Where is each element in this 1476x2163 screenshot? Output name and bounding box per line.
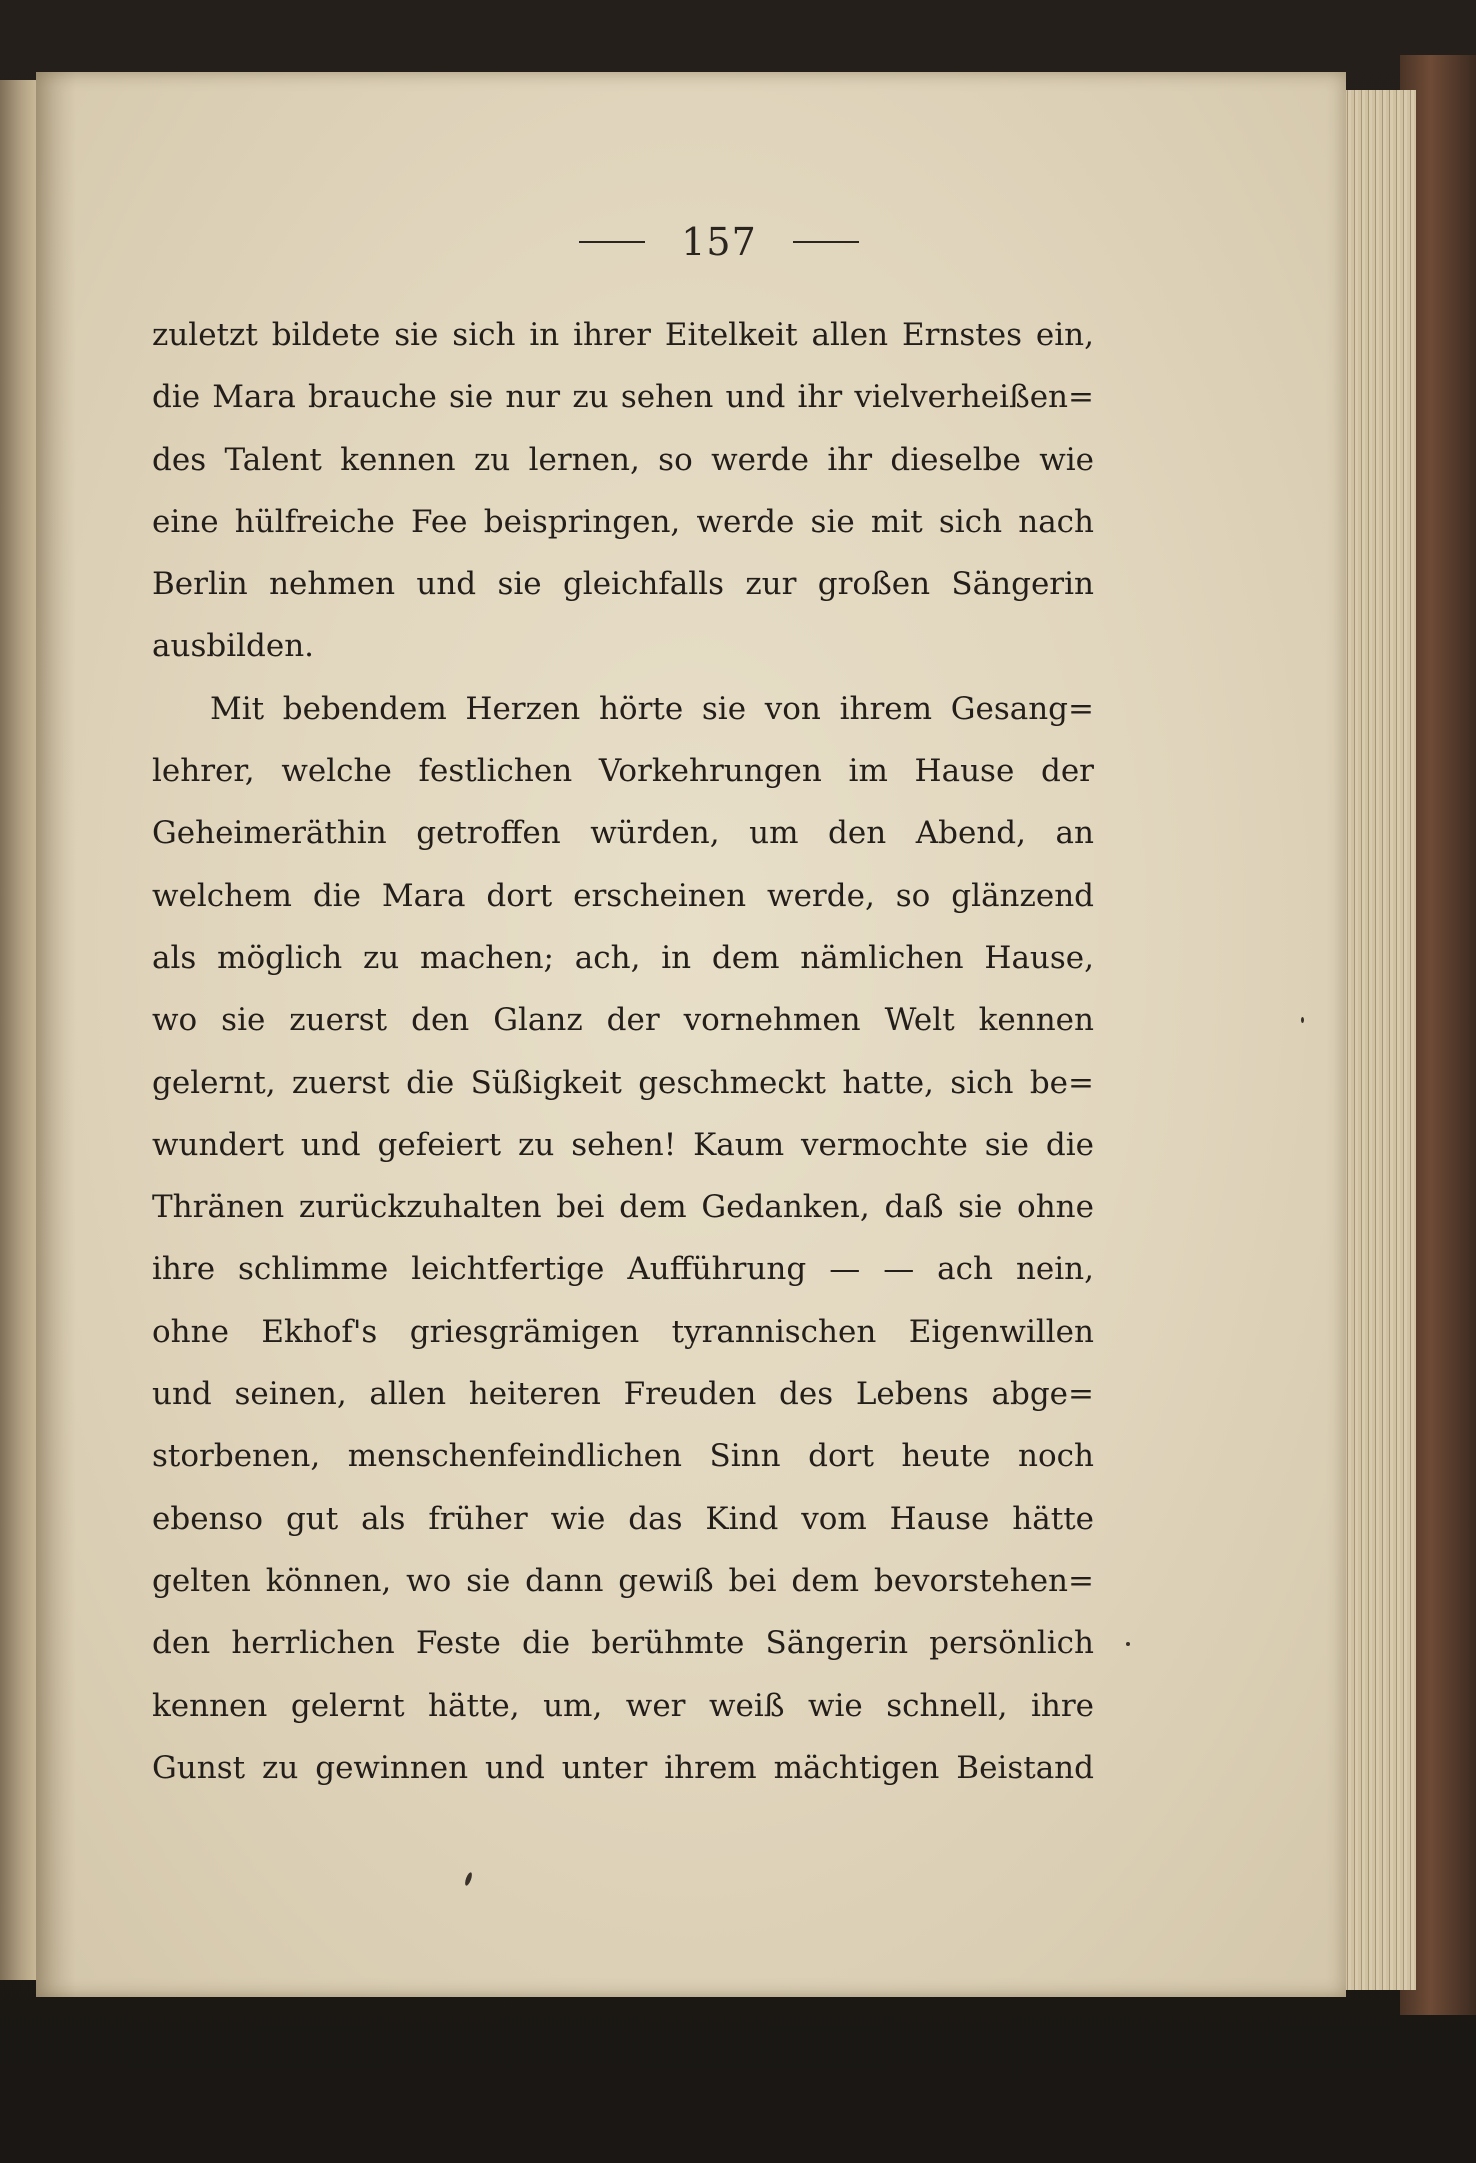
text-line: ihre schlimme leichtfertige Aufführung — — ach nein, — [152, 1251, 1094, 1288]
text-line: Mit bebendem Herzen hörte sie von ihrem Gesang= — [210, 690, 1094, 727]
text-line: ebenso gut als früher wie das Kind vom Hause hätte — [152, 1500, 1094, 1537]
left-page-edge — [0, 80, 38, 1980]
text-line: die Mara brauche sie nur zu sehen und ihr vielverheißen= — [152, 379, 1094, 416]
text-line: zuletzt bildete sie sich in ihrer Eitelkeit allen Ernstes ein, — [152, 317, 1094, 353]
ink-speck — [1301, 1017, 1304, 1023]
text-line: ohne Ekhof's griesgrämigen tyrannischen Eigenwillen — [152, 1313, 1094, 1350]
text-line: eine hülfreiche Fee beispringen, werde sie mit sich nach — [152, 503, 1094, 540]
text-line: gelernt, zuerst die Süßigkeit geschmeckt hatte, sich be= — [152, 1064, 1094, 1101]
text-line: wo sie zuerst den Glanz der vornehmen Welt kennen — [152, 1002, 1094, 1039]
page-header — [36, 212, 1346, 272]
text-line: Geheimeräthin getroffen würden, um den Abend, an — [152, 815, 1094, 852]
text-line: welchem die Mara dort erscheinen werde, so glänzend — [152, 877, 1094, 914]
text-line: lehrer, welche festlichen Vorkehrungen im Hause der — [152, 753, 1094, 790]
text-line: Berlin nehmen und sie gleichfalls zur großen Sängerin — [152, 566, 1094, 603]
text-line: ausbilden. — [152, 628, 315, 665]
text-line: storbenen, menschenfeindlichen Sinn dort heute noch — [152, 1438, 1094, 1475]
book-page — [36, 72, 1346, 1997]
text-line: und seinen, allen heiteren Freuden des Lebens abge= — [152, 1376, 1094, 1413]
text-line: Gunst zu gewinnen und unter ihrem mächtigen Beistand — [152, 1749, 1094, 1786]
text-line: gelten können, wo sie dann gewiß bei dem bevorstehen= — [152, 1562, 1094, 1599]
text-line: wundert und gefeiert zu sehen! Kaum vermochte sie die — [152, 1126, 1094, 1163]
page-edges — [1342, 90, 1416, 1990]
text-line: Thränen zurückzuhalten bei dem Gedanken, daß sie ohne — [152, 1189, 1094, 1226]
text-line: kennen gelernt hätte, um, wer weiß wie schnell, ihre — [152, 1687, 1094, 1724]
gutter-shadow — [36, 72, 76, 1997]
body-text — [152, 304, 1094, 1799]
ink-speck — [1126, 1642, 1130, 1646]
page-number: 157 — [681, 220, 757, 264]
header-dash-left — [579, 241, 645, 243]
text-line: als möglich zu machen; ach, in dem nämlichen Hause, — [152, 939, 1094, 976]
ink-speck — [464, 1872, 473, 1887]
text-line: den herrlichen Feste die berühmte Sängerin persönlich — [152, 1625, 1094, 1662]
header-dash-right — [793, 241, 859, 243]
text-line: des Talent kennen zu lernen, so werde ihr dieselbe wie — [152, 441, 1094, 478]
